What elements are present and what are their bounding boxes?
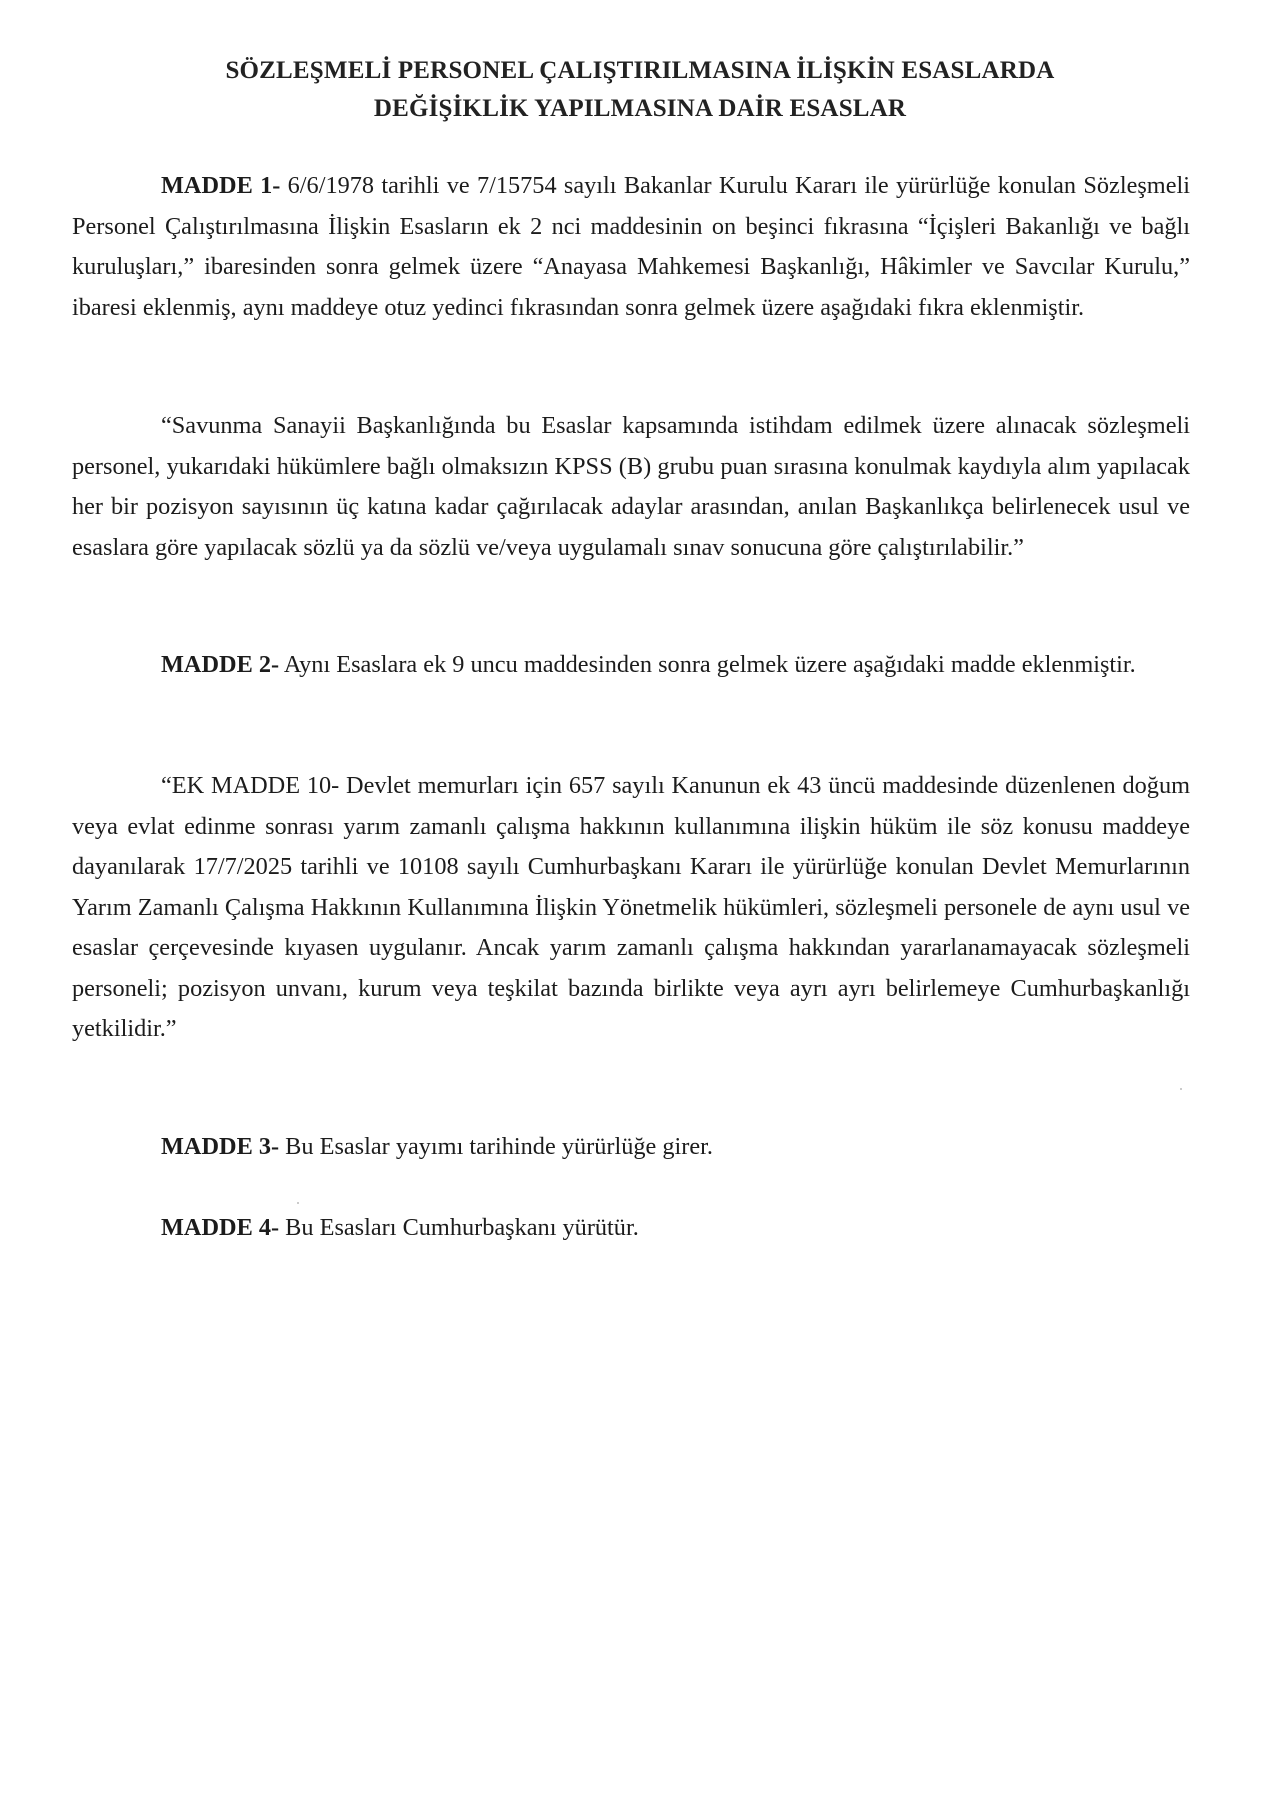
title-line-2: DEĞİŞİKLİK YAPILMASINA DAİR ESASLAR [373, 95, 907, 122]
article-text: Bu Esaslar yayımı tarihinde yürürlüğe girer. [279, 1133, 713, 1160]
scan-speck [1180, 1088, 1182, 1090]
quoted-text: “Savunma Sanayii Başkanlığında bu Esaslar kapsamında istihdam edilmek üzere alınacak sözleşmeli personel, yukarıdaki hükümlere bağlı olmaksızın KPSS (B) grubu puan sırasına konulmak kaydıyla alım yapılacak her bir pozisyon sayısının üç katına kadar çağırılacak adaylar arasından, anılan Başkanlıkça belirlenecek usul ve esaslara göre yapılacak sözlü ya da sözlü ve/veya uygulamalı sınav sonucuna göre çalıştırılabilir.” [72, 412, 1190, 561]
quoted-text: “EK MADDE 10- Devlet memurları için 657 sayılı Kanunun ek 43 üncü maddesinde düzenlenen doğum veya evlat edinme sonrası yarım zamanlı çalışma hakkının kullanımına ilişkin hüküm ile söz konusu maddeye dayanılarak 17/7/2025 tarihli ve 10108 sayılı Cumhurbaşkanı Kararı ile yürürlüğe konulan Devlet Memurlarının Yarım Zamanlı Çalışma Hakkının Kullanımına İlişkin Yönetmelik hükümleri, sözleşmeli personele de aynı usul ve esaslar çerçevesinde kıyasen uygulanır. Ancak yarım zamanlı çalışma hakkından yararlanamayacak sözleşmeli personeli; pozisyon unvanı, kurum veya teşkilat bazında birlikte veya ayrı ayrı belirlemeye Cumhurbaşkanlığı yetkilidir.” [72, 772, 1190, 1042]
article-label: MADDE 2- [161, 651, 280, 678]
article-label: MADDE 1- [161, 172, 281, 199]
document-title [100, 52, 1180, 128]
article-2 [72, 645, 1190, 686]
article-1-inserted-paragraph [72, 406, 1190, 568]
scan-speck [297, 1202, 299, 1204]
article-text: 6/6/1978 tarihli ve 7/15754 sayılı Bakanlar Kurulu Kararı ile yürürlüğe konulan Sözleşmeli Personel Çalıştırılmasına İlişkin Esasların ek 2 nci maddesinin on beşinci fıkrasına “İçişleri Bakanlığı ve bağlı kuruluşları,” ibaresinden sonra gelmek üzere “Anayasa Mahkemesi Başkanlığı, Hâkimler ve Savcılar Kurulu,” ibaresi eklenmiş, aynı maddeye otuz yedinci fıkrasından sonra gelmek üzere aşağıdaki fıkra eklenmiştir. [72, 172, 1190, 321]
article-label: MADDE 4- [161, 1214, 280, 1241]
article-4 [72, 1208, 1190, 1249]
article-text: Bu Esasları Cumhurbaşkanı yürütür. [279, 1214, 639, 1241]
article-1 [72, 166, 1190, 328]
article-2-inserted-paragraph [72, 766, 1190, 1050]
title-line-1: SÖZLEŞMELİ PERSONEL ÇALIŞTIRILMASINA İLİŞKİN ESASLARDA [225, 57, 1055, 84]
article-text: Aynı Esaslara ek 9 uncu maddesinden sonra gelmek üzere aşağıdaki madde eklenmiştir. [279, 651, 1136, 678]
article-3 [72, 1127, 1190, 1168]
article-label: MADDE 3- [161, 1133, 280, 1160]
